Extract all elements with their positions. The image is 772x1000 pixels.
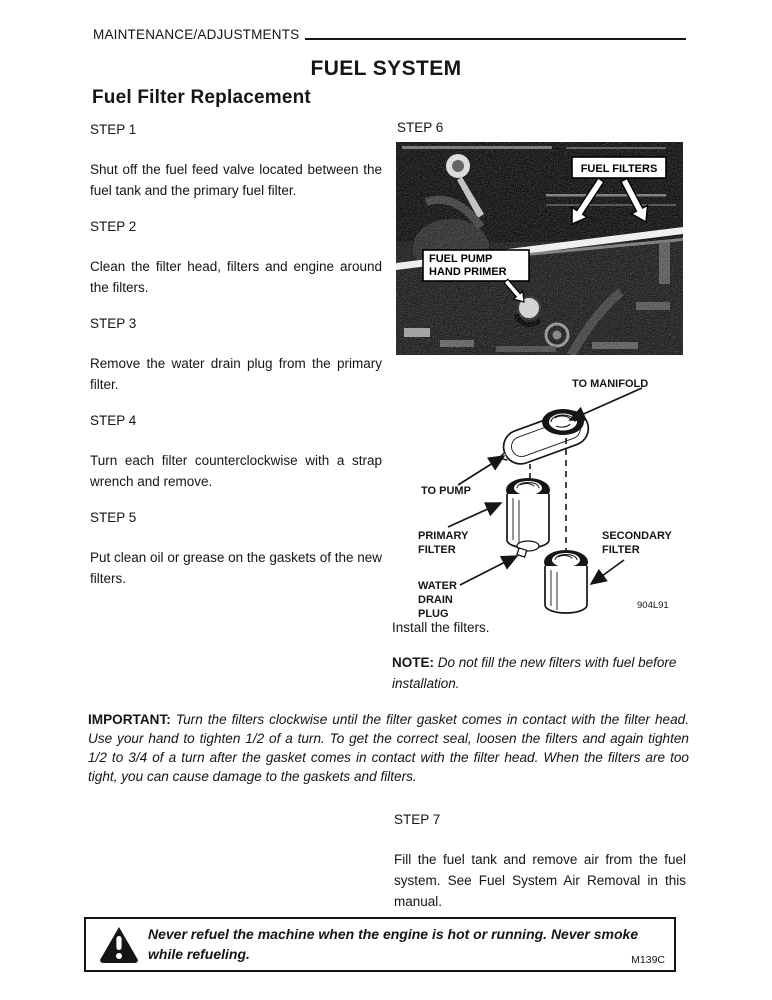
step-4-text: Turn each filter counterclockwise with a strap wrench and remove.: [90, 453, 382, 489]
step-6-label: STEP 6: [397, 120, 444, 135]
warning-text: Never refuel the machine when the engine is hot or running. Never smoke while refueling.: [148, 926, 639, 962]
running-header-title: MAINTENANCE/ADJUSTMENTS: [93, 27, 300, 42]
step-7-block: [394, 812, 686, 930]
primary-filter-label-line2: FILTER: [418, 544, 456, 556]
step-2-label: STEP 2: [90, 219, 137, 234]
step-1-text: Shut off the fuel feed valve located between the fuel tank and the primary fuel filter.: [90, 162, 382, 198]
to-pump-label: TO PUMP: [421, 485, 471, 497]
secondary-filter-illustration: [544, 550, 588, 613]
filter-assembly-diagram: [390, 372, 700, 624]
water-drain-plug-arrow: [460, 556, 517, 585]
fuel-pump-label-line2: HAND PRIMER: [429, 266, 507, 278]
step-3-text: Remove the water drain plug from the primary filter.: [90, 356, 382, 392]
step-3-label: STEP 3: [90, 316, 137, 331]
step-5-text: Put clean oil or grease on the gaskets of the new filters.: [90, 550, 382, 586]
step-7-label: STEP 7: [394, 812, 441, 827]
primary-filter-label-line1: PRIMARY: [418, 530, 469, 542]
step-2-text: Clean the filter head, filters and engine around the filters.: [90, 259, 382, 295]
important-text: Turn the filters clockwise until the filter gasket comes in contact with the filter head. Use your hand to tighten 1/2 of a turn. To get the correct seal, loosen the filters and again tighten 1/2 to 3/4 of a turn after the gasket comes in contact with the filter head. When the filters are too tight, you can cause damage to the gaskets and filters.: [88, 712, 689, 784]
note-block: [392, 652, 692, 694]
water-drain-plug-label-line2: DRAIN: [418, 594, 453, 606]
steps-column: [90, 122, 382, 607]
secondary-filter-label-line1: SECONDARY: [602, 530, 672, 542]
fuel-filters-label: FUEL FILTERS: [580, 163, 658, 175]
to-pump-arrow: [458, 456, 504, 485]
water-drain-plug-label-line3: PLUG: [418, 608, 449, 620]
water-drain-plug-label-line1: WATER: [418, 580, 457, 592]
to-manifold-label: TO MANIFOLD: [572, 378, 649, 390]
primary-filter-illustration: [506, 478, 550, 557]
to-manifold-arrow: [570, 388, 642, 420]
secondary-filter-arrow: [591, 560, 624, 584]
warning-triangle-icon: [99, 926, 139, 963]
step-4-label: STEP 4: [90, 413, 137, 428]
section-title: Fuel Filter Replacement: [92, 87, 311, 108]
primary-filter-arrow: [448, 503, 501, 527]
note-text: Do not fill the new filters with fuel before installation.: [392, 655, 677, 691]
warning-box: [84, 917, 676, 972]
running-header: [93, 27, 686, 42]
note-label: NOTE:: [392, 655, 434, 670]
warning-code: M139C: [631, 954, 665, 966]
fuel-pump-label-line1: FUEL PUMP: [429, 253, 493, 265]
step-6-text: Install the filters.: [392, 620, 490, 635]
step-5-label: STEP 5: [90, 510, 137, 525]
step-7-text: Fill the fuel tank and remove air from the fuel system. See Fuel System Air Removal in this manual.: [394, 852, 686, 909]
header-rule: [305, 38, 686, 40]
page-title: FUEL SYSTEM: [310, 57, 462, 80]
engine-bay-photo: [396, 142, 683, 355]
figure-code: 904L91: [637, 600, 669, 611]
important-block: [88, 710, 689, 786]
important-label: IMPORTANT:: [88, 712, 171, 727]
secondary-filter-label-line2: FILTER: [602, 544, 640, 556]
step-1-label: STEP 1: [90, 122, 137, 137]
